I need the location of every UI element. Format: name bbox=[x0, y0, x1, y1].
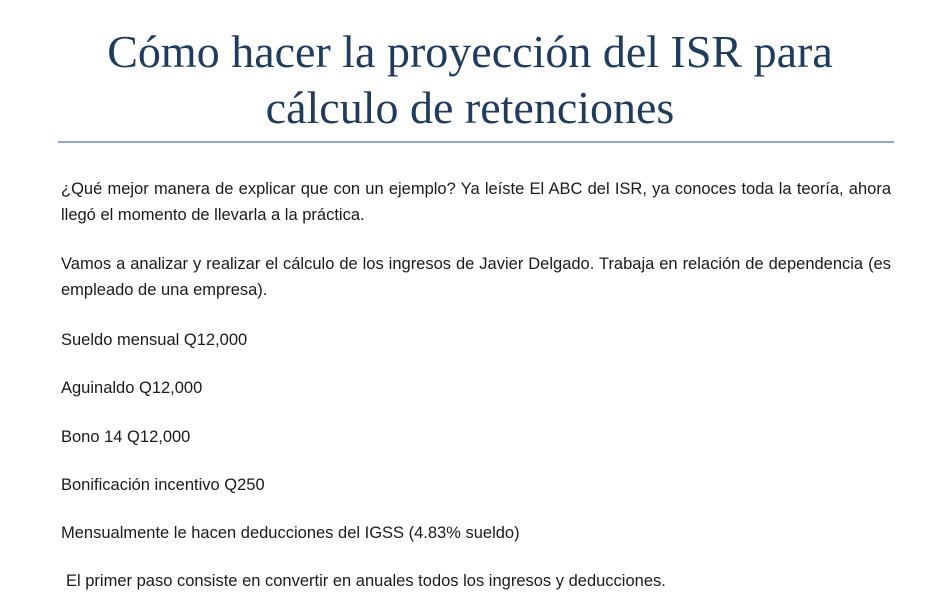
item-monthly-salary: Sueldo mensual Q12,000 bbox=[61, 331, 248, 349]
intro-paragraph: ¿Qué mejor manera de explicar que con un ejemplo? Ya leíste El ABC del ISR, ya conoces toda la teoría, ahora llegó el momento de llevarla a la práctica. bbox=[61, 180, 891, 224]
item-aguinaldo: Aguinaldo Q12,000 bbox=[61, 379, 203, 397]
title-divider bbox=[58, 141, 894, 143]
analysis-paragraph: Vamos a analizar y realizar el cálculo de los ingresos de Javier Delgado. Trabaja en relación de dependencia (es empleado de una empresa). bbox=[61, 255, 891, 299]
item-incentive-bonus: Bonificación incentivo Q250 bbox=[61, 476, 265, 494]
document-title: Cómo hacer la proyección del ISR para cálculo de retenciones bbox=[107, 26, 833, 133]
item-bono-14: Bono 14 Q12,000 bbox=[61, 428, 191, 446]
first-step-paragraph: El primer paso consiste en convertir en anuales todos los ingresos y deducciones. bbox=[66, 572, 666, 590]
item-igss-deductions: Mensualmente le hacen deducciones del IGSS (4.83% sueldo) bbox=[61, 524, 520, 542]
